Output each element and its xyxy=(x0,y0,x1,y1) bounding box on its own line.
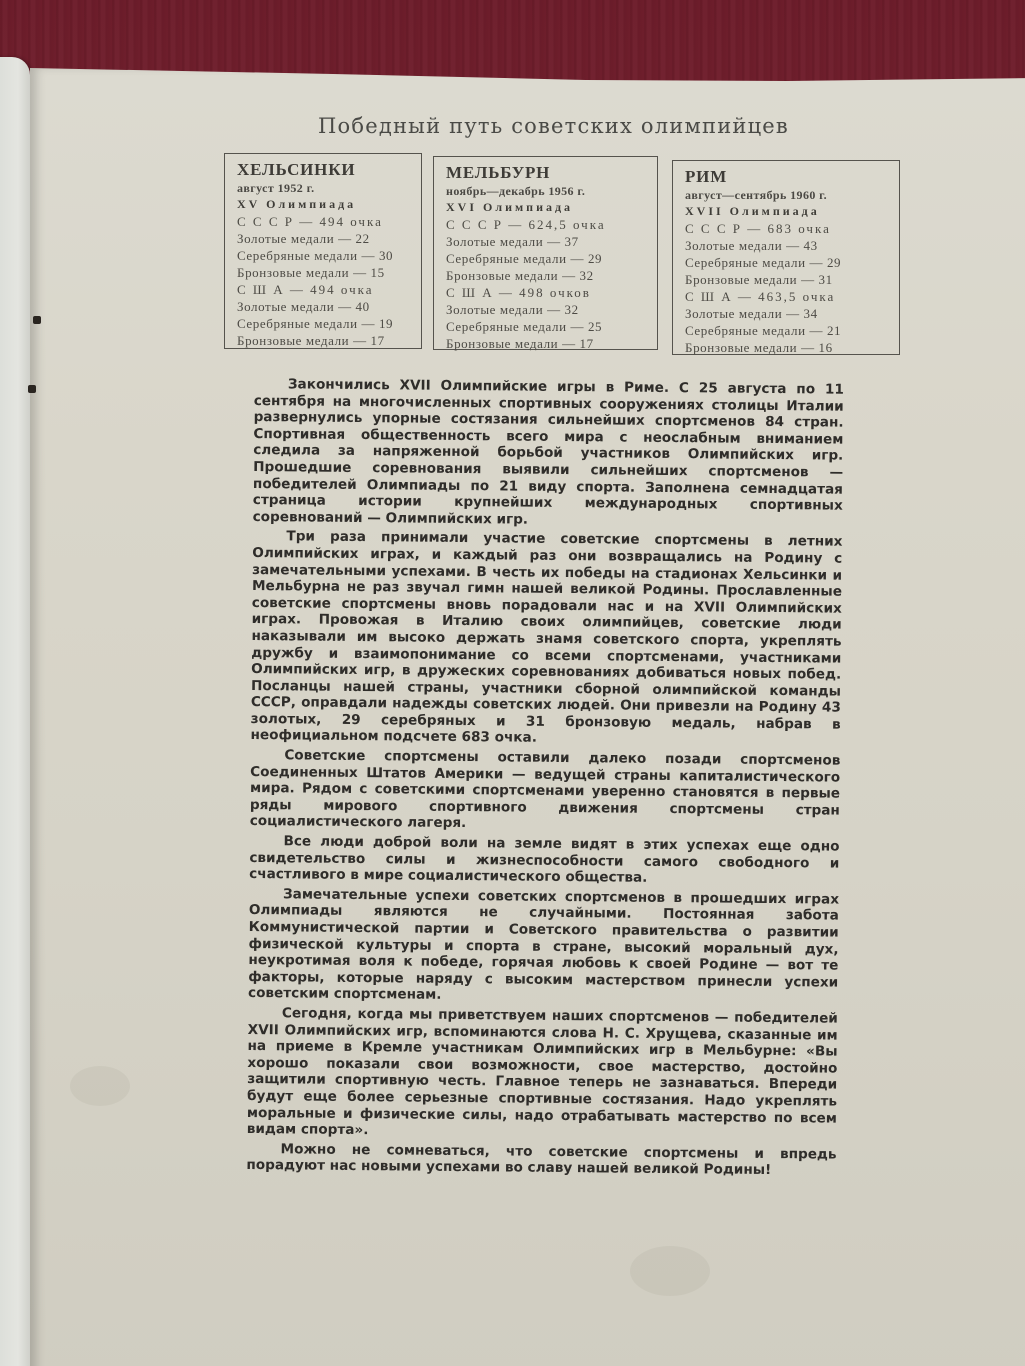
games-date: август 1952 г. xyxy=(237,181,315,195)
usa-points: С Ш А — 494 очка xyxy=(237,282,374,297)
ussr-bronze: Бронзовые медали — 15 xyxy=(237,265,385,280)
article-paragraph: Замечательные успехи советских спортсменов в прошедших играх Олимпиады являются не случайными. Постоянная забота Коммунистической партии и Советского правительства о развитии физической культуры и спорта в стране, высокий моральный дух, неукротимая воля к победе, горячая любовь к своей Родине — вот те факторы, которые наряду с высоким мастерством принесли успехи советским спортсменам. xyxy=(247,886,840,1004)
city-name: ХЕЛЬСИНКИ xyxy=(237,160,356,179)
games-number: XVII Олимпиада xyxy=(685,204,820,218)
ussr-silver: Серебряные медали — 30 xyxy=(237,248,394,263)
usa-gold: Золотые медали — 32 xyxy=(446,302,579,317)
games-date: август—сентябрь 1960 г. xyxy=(685,188,828,202)
usa-bronze: Бронзовые медали — 17 xyxy=(446,336,594,351)
usa-gold: Золотые медали — 40 xyxy=(237,299,370,314)
article-paragraph: Три раза принимали участие советские спортсмены в летних Олимпийских играх, и каждый раз они возвращались на Родину с замечательными успехами. В честь их победы на стадионах Хельсинки и Мельбурна не раз звучал гимн нашей великой Родины. Прославленные советские спортсмены вновь порадовали нас и на XVII Олимпийских играх. Провожая в Италию своих олимпийцев, советские люди наказывали им высоко держать знамя советского спорта, укреплять дружбу и взаимопонимание со всеми спортсменами, участниками Олимпийских игр, в дружеских соревнованиях добиваться новых побед. Посланцы нашей страны, участники сборной олимпийской команды СССР, оправдали надежды советских людей. Они привезли на Родину 43 золотых, 29 серебряных и 31 бронзовую медаль, набрав в неофициальном подсчете 683 очка. xyxy=(250,528,843,747)
ussr-gold: Золотые медали — 22 xyxy=(237,231,370,246)
usa-silver: Серебряные медали — 25 xyxy=(446,319,603,334)
usa-gold: Золотые медали — 34 xyxy=(685,306,818,321)
usa-bronze: Бронзовые медали — 17 xyxy=(237,333,385,348)
paper-stain xyxy=(70,1066,130,1106)
ussr-silver: Серебряные медали — 29 xyxy=(446,251,603,266)
ussr-bronze: Бронзовые медали — 32 xyxy=(446,268,594,283)
ussr-gold: Золотые медали — 43 xyxy=(685,238,818,253)
olympics-box-helsinki xyxy=(224,153,422,349)
city-name: РИМ xyxy=(685,167,728,186)
article-paragraph: Сегодня, когда мы приветствуем наших спортсменов — победителей XVII Олимпийских игр, вспоминаются слова Н. С. Хрущева, сказанные им на приеме в Кремле участникам Олимпийских игр в Мельбурне: «Вы хорошо показали свои возможности, свое мастерство, достойно защитили спортивную честь. Главное теперь не зазнаваться. Впереди будут еще более серьезные спортивные состязания. Надо укреплять моральные и физические силы, надо отрабатывать мастерство по всем видам спорта». xyxy=(246,1005,838,1139)
article-paragraph: Советские спортсмены оставили далеко позади спортсменов Соединенных Штатов Америки — ведущей страны капиталистического мира. Рядом с советскими спортсменами уверенно становятся в первые ряды мирового спортивного движения спортсмены стран социалистического лагеря. xyxy=(249,747,841,832)
ussr-gold: Золотые медали — 37 xyxy=(446,234,579,249)
usa-silver: Серебряные медали — 19 xyxy=(237,316,394,331)
article-paragraph: Все люди доброй воли на земле видят в этих успехах еще одно свидетельство силы и жизнеспособности самого свободного и счастливого в мире социалистического общества. xyxy=(249,833,840,887)
ussr-bronze: Бронзовые медали — 31 xyxy=(685,272,833,287)
ussr-silver: Серебряные медали — 29 xyxy=(685,255,842,270)
usa-silver: Серебряные медали — 21 xyxy=(685,323,842,338)
games-date: ноябрь—декабрь 1956 г. xyxy=(446,184,586,198)
usa-points: С Ш А — 463,5 очка xyxy=(685,289,836,304)
usa-points: С Ш А — 498 очков xyxy=(446,285,591,300)
city-name: МЕЛЬБУРН xyxy=(446,163,551,182)
ussr-points: С С С Р — 494 очка xyxy=(237,214,383,229)
ussr-points: С С С Р — 683 очка xyxy=(685,221,831,236)
paper-stain xyxy=(630,1246,710,1296)
previous-page-edge xyxy=(0,57,30,1366)
ussr-points: С С С Р — 624,5 очка xyxy=(446,217,606,232)
olympics-box-rome xyxy=(672,160,900,355)
page-title: Победный путь советских олимпийцев xyxy=(318,114,789,138)
games-number: XV Олимпиада xyxy=(237,197,357,211)
games-number: XVI Олимпиада xyxy=(446,200,574,214)
staple-mark xyxy=(33,316,41,324)
olympics-box-melbourne xyxy=(433,156,658,350)
usa-bronze: Бронзовые медали — 16 xyxy=(685,340,833,355)
staple-mark xyxy=(28,385,36,393)
article-body xyxy=(246,376,844,1183)
article-paragraph: Можно не сомневаться, что советские спортсмены и впредь порадуют нас новыми успехами во славу нашей великой Родины! xyxy=(246,1141,837,1179)
article-paragraph: Закончились XVII Олимпийские игры в Риме. С 25 августа по 11 сентября на многочисленных спортивных сооружениях столицы Италии развернулись упорные состязания сильнейших спортсменов 84 стран. Спортивная общественность всего мира с неослабным вниманием следила за напряженной борьбой участников Олимпийских игр. Прошедшие соревнования выявили сильнейших спортсменов — победителей Олимпиады по 21 виду спорта. Заполнена семнадцатая страница истории крупнейших международных спортивных соревнований — Олимпийских игр. xyxy=(252,376,844,528)
